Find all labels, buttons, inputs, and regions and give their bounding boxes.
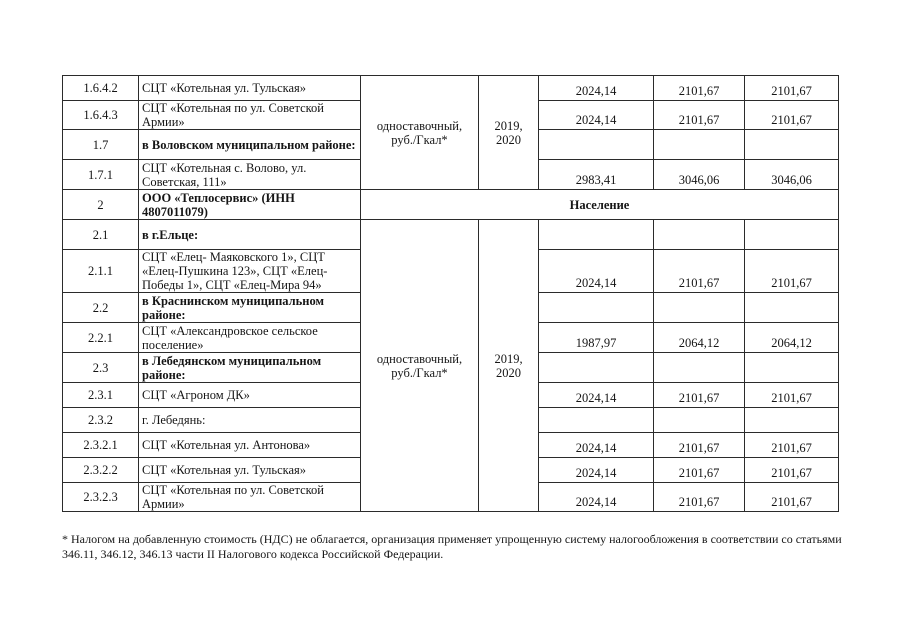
row-name: СЦТ «Котельная ул. Антонова» <box>139 433 361 458</box>
row-name: в г.Ельце: <box>139 220 361 250</box>
tariff-value: 2101,67 <box>654 101 745 130</box>
table-row <box>63 76 839 101</box>
tariff-value: 2983,41 <box>539 160 654 190</box>
row-number: 2.1 <box>63 220 139 250</box>
tariff-value <box>654 293 745 323</box>
tariff-value: 2064,12 <box>745 323 839 353</box>
tariff-value: 2101,67 <box>654 76 745 101</box>
tariff-value: 2101,67 <box>745 101 839 130</box>
tariff-value: 2024,14 <box>539 76 654 101</box>
row-name: СЦТ «Котельная ул. Тульская» <box>139 458 361 483</box>
row-number: 1.7.1 <box>63 160 139 190</box>
tariff-value: 2101,67 <box>654 383 745 408</box>
tariff-value: 2101,67 <box>745 483 839 512</box>
tariff-value: 2024,14 <box>539 433 654 458</box>
tariff-value <box>539 353 654 383</box>
tariff-value: 2101,67 <box>654 483 745 512</box>
row-number: 1.6.4.3 <box>63 101 139 130</box>
tariff-value: 2101,67 <box>745 433 839 458</box>
tariff-unit: одноставочный, руб./Гкал* <box>361 76 479 190</box>
row-name: СЦТ «Агроном ДК» <box>139 383 361 408</box>
section-heading: Население <box>361 190 839 220</box>
tariff-value <box>654 353 745 383</box>
tariff-years: 2019, 2020 <box>479 76 539 190</box>
row-number: 2.3.2.3 <box>63 483 139 512</box>
tariff-value: 2101,67 <box>654 458 745 483</box>
table-row <box>63 190 839 220</box>
tariff-value <box>654 220 745 250</box>
tariff-value: 2024,14 <box>539 458 654 483</box>
tariff-value <box>745 220 839 250</box>
tariff-value <box>539 293 654 323</box>
row-number: 2.3.2.1 <box>63 433 139 458</box>
row-number: 2.3.1 <box>63 383 139 408</box>
footnote: * Налогом на добавленную стоимость (НДС) не облагается, организация применяет упрощенную систему налогообложения в соответствии со статьями 346.11, 346.12, 346.13 части II Налогового кодекса Российской Федерации. <box>62 532 842 561</box>
tariff-value: 2024,14 <box>539 250 654 293</box>
row-number: 2.3.2.2 <box>63 458 139 483</box>
row-name: ООО «Теплосервис» (ИНН 4807011079) <box>139 190 361 220</box>
table-row <box>63 220 839 250</box>
tariff-value: 2024,14 <box>539 101 654 130</box>
row-number: 2.1.1 <box>63 250 139 293</box>
tariff-value <box>654 408 745 433</box>
row-name: в Лебедянском муниципальном районе: <box>139 353 361 383</box>
tariff-value <box>539 130 654 160</box>
tariff-value: 2101,67 <box>745 76 839 101</box>
tariff-value: 2024,14 <box>539 483 654 512</box>
tariff-value: 3046,06 <box>745 160 839 190</box>
tariff-value <box>745 130 839 160</box>
tariff-value: 2101,67 <box>745 458 839 483</box>
row-number: 2.3 <box>63 353 139 383</box>
row-name: СЦТ «Котельная ул. Тульская» <box>139 76 361 101</box>
tariff-value: 3046,06 <box>654 160 745 190</box>
tariff-value: 2064,12 <box>654 323 745 353</box>
tariff-value: 1987,97 <box>539 323 654 353</box>
row-name: СЦТ «Александровское сельское поселение» <box>139 323 361 353</box>
row-name: СЦТ «Котельная по ул. Советской Армии» <box>139 101 361 130</box>
row-number: 2.3.2 <box>63 408 139 433</box>
tariff-unit: одноставочный, руб./Гкал* <box>361 220 479 512</box>
table-body <box>63 76 839 512</box>
tariff-value <box>745 353 839 383</box>
tariff-value: 2101,67 <box>745 250 839 293</box>
tariff-years: 2019, 2020 <box>479 220 539 512</box>
tariff-value <box>654 130 745 160</box>
row-name: в Воловском муниципальном районе: <box>139 130 361 160</box>
tariff-value: 2101,67 <box>654 250 745 293</box>
row-number: 1.7 <box>63 130 139 160</box>
tariff-value <box>539 220 654 250</box>
tariff-value <box>539 408 654 433</box>
tariff-table <box>62 75 839 512</box>
tariff-value: 2101,67 <box>745 383 839 408</box>
row-name: г. Лебедянь: <box>139 408 361 433</box>
row-name: СЦТ «Елец- Маяковского 1», СЦТ «Елец-Пушкина 123», СЦТ «Елец-Победы 1», СЦТ «Елец-Мира 94» <box>139 250 361 293</box>
tariff-value <box>745 293 839 323</box>
row-number: 2.2.1 <box>63 323 139 353</box>
row-number: 1.6.4.2 <box>63 76 139 101</box>
tariff-value <box>745 408 839 433</box>
row-number: 2 <box>63 190 139 220</box>
row-name: СЦТ «Котельная по ул. Советской Армии» <box>139 483 361 512</box>
tariff-value: 2101,67 <box>654 433 745 458</box>
row-name: СЦТ «Котельная с. Волово, ул. Советская, 111» <box>139 160 361 190</box>
row-number: 2.2 <box>63 293 139 323</box>
row-name: в Краснинском муниципальном районе: <box>139 293 361 323</box>
tariff-value: 2024,14 <box>539 383 654 408</box>
